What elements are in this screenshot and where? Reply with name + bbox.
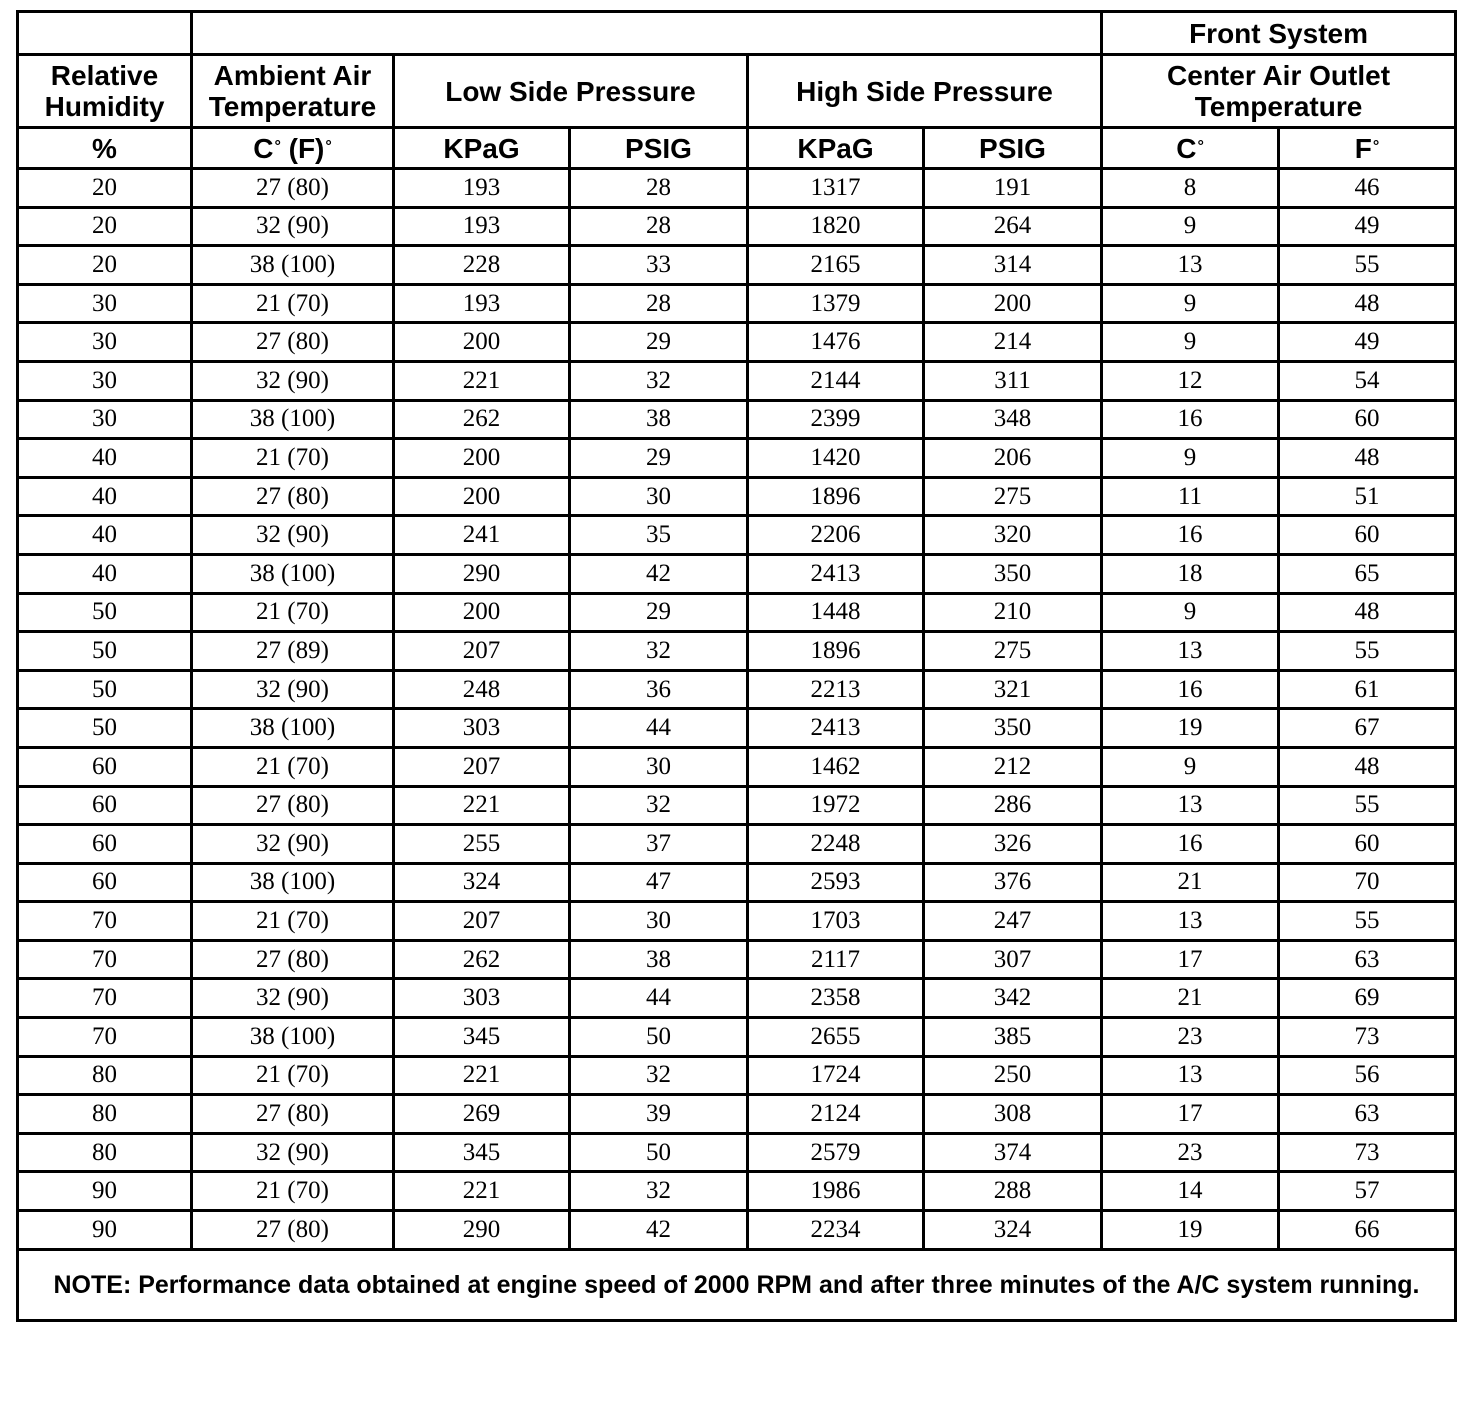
- low-side-kpag-cell: 207: [394, 902, 570, 941]
- performance-note: NOTE: Performance data obtained at engine speed of 2000 RPM and after three minutes of the A/C system running.: [18, 1249, 1456, 1320]
- outlet-temp-f-cell: 48: [1279, 747, 1456, 786]
- table-row: [18, 979, 1456, 1018]
- high-side-kpag-cell: 2399: [748, 400, 924, 439]
- header-row-top: [18, 12, 1456, 55]
- ambient-temp-cell: 38 (100): [192, 863, 394, 902]
- outlet-temp-f-cell: 63: [1279, 1095, 1456, 1134]
- high-side-psig-cell: 264: [924, 207, 1102, 246]
- table-row: [18, 439, 1456, 478]
- humidity-cell: 60: [18, 747, 192, 786]
- high-side-psig-cell: 286: [924, 786, 1102, 825]
- outlet-temp-f-cell: 48: [1279, 593, 1456, 632]
- outlet-temp-f-cell: 46: [1279, 169, 1456, 208]
- outlet-temp-c-cell: 16: [1102, 670, 1279, 709]
- low-side-kpag-cell: 228: [394, 246, 570, 285]
- high-side-kpag-cell: 2206: [748, 516, 924, 555]
- high-side-psig-cell: 206: [924, 439, 1102, 478]
- ambient-temp-cell: 27 (80): [192, 786, 394, 825]
- high-side-kpag-cell: 2117: [748, 940, 924, 979]
- low-side-psig-cell: 29: [570, 323, 748, 362]
- high-side-psig-cell: 191: [924, 169, 1102, 208]
- ambient-temp-cell: 32 (90): [192, 825, 394, 864]
- low-side-kpag-cell: 345: [394, 1018, 570, 1057]
- low-side-psig-cell: 28: [570, 284, 748, 323]
- outlet-temp-f-cell: 60: [1279, 516, 1456, 555]
- outlet-temp-c-cell: 9: [1102, 207, 1279, 246]
- high-side-kpag-cell: 2413: [748, 554, 924, 593]
- outlet-temp-f-cell: 49: [1279, 323, 1456, 362]
- table-row: [18, 323, 1456, 362]
- low-side-kpag-cell: 269: [394, 1095, 570, 1134]
- center-air-outlet-temperature-header: Center Air Outlet Temperature: [1102, 55, 1456, 128]
- low-side-psig-cell: 44: [570, 979, 748, 1018]
- outlet-temp-c-cell: 13: [1102, 632, 1279, 671]
- high-side-psig-cell: 275: [924, 477, 1102, 516]
- table-row: [18, 825, 1456, 864]
- ambient-temp-cell: 27 (80): [192, 1095, 394, 1134]
- outlet-temp-c-cell: 9: [1102, 593, 1279, 632]
- low-side-kpag-cell: 262: [394, 400, 570, 439]
- unit-humidity: %: [18, 128, 192, 169]
- high-side-kpag-cell: 1462: [748, 747, 924, 786]
- ambient-temp-cell: 32 (90): [192, 1133, 394, 1172]
- low-side-kpag-cell: 193: [394, 207, 570, 246]
- outlet-temp-f-cell: 63: [1279, 940, 1456, 979]
- outlet-temp-c-cell: 19: [1102, 1211, 1279, 1250]
- ambient-temp-cell: 32 (90): [192, 207, 394, 246]
- degree-symbol: °: [325, 137, 332, 155]
- low-side-kpag-cell: 290: [394, 1211, 570, 1250]
- humidity-cell: 80: [18, 1056, 192, 1095]
- humidity-cell: 30: [18, 323, 192, 362]
- table-row: [18, 940, 1456, 979]
- ambient-temp-cell: 32 (90): [192, 516, 394, 555]
- humidity-cell: 40: [18, 516, 192, 555]
- low-side-psig-cell: 28: [570, 207, 748, 246]
- low-side-psig-cell: 32: [570, 632, 748, 671]
- relative-humidity-header: Relative Humidity: [18, 55, 192, 128]
- ambient-temp-cell: 21 (70): [192, 747, 394, 786]
- degree-symbol: °: [1372, 137, 1380, 155]
- ambient-temp-cell: 21 (70): [192, 902, 394, 941]
- high-side-kpag-cell: 1972: [748, 786, 924, 825]
- low-side-psig-cell: 32: [570, 1172, 748, 1211]
- unit-low-psig: PSIG: [570, 128, 748, 169]
- low-side-psig-cell: 38: [570, 400, 748, 439]
- table-row: [18, 632, 1456, 671]
- outlet-temp-f-cell: 55: [1279, 902, 1456, 941]
- humidity-cell: 60: [18, 825, 192, 864]
- outlet-temp-f-cell: 55: [1279, 632, 1456, 671]
- ambient-temp-cell: 27 (89): [192, 632, 394, 671]
- table-row: [18, 786, 1456, 825]
- table-row: [18, 169, 1456, 208]
- ambient-temp-cell: 27 (80): [192, 1211, 394, 1250]
- front-system-header: Front System: [1102, 12, 1456, 55]
- table-row: [18, 361, 1456, 400]
- high-side-kpag-cell: 2213: [748, 670, 924, 709]
- high-side-psig-cell: 350: [924, 554, 1102, 593]
- outlet-temp-c-cell: 13: [1102, 902, 1279, 941]
- humidity-cell: 70: [18, 979, 192, 1018]
- outlet-temp-f-cell: 69: [1279, 979, 1456, 1018]
- ambient-air-temperature-header: Ambient Air Temperature: [192, 55, 394, 128]
- outlet-temp-c-cell: 18: [1102, 554, 1279, 593]
- outlet-temp-c-cell: 17: [1102, 1095, 1279, 1134]
- low-side-kpag-cell: 303: [394, 979, 570, 1018]
- low-side-psig-cell: 47: [570, 863, 748, 902]
- low-side-psig-cell: 39: [570, 1095, 748, 1134]
- humidity-cell: 50: [18, 709, 192, 748]
- performance-table-container: [16, 10, 1454, 1322]
- outlet-temp-f-cell: 48: [1279, 284, 1456, 323]
- low-side-psig-cell: 38: [570, 940, 748, 979]
- high-side-psig-cell: 275: [924, 632, 1102, 671]
- header-row-groups: [18, 55, 1456, 128]
- table-row: [18, 1172, 1456, 1211]
- low-side-psig-cell: 32: [570, 786, 748, 825]
- unit-outlet-c: [1102, 128, 1279, 169]
- high-side-psig-cell: 247: [924, 902, 1102, 941]
- ambient-temp-cell: 27 (80): [192, 940, 394, 979]
- humidity-cell: 40: [18, 554, 192, 593]
- high-side-kpag-cell: 1724: [748, 1056, 924, 1095]
- table-row: [18, 863, 1456, 902]
- high-side-kpag-cell: 1896: [748, 632, 924, 671]
- low-side-psig-cell: 50: [570, 1018, 748, 1057]
- ac-performance-table: [16, 10, 1457, 1322]
- outlet-temp-f-cell: 67: [1279, 709, 1456, 748]
- ambient-temp-cell: 21 (70): [192, 1056, 394, 1095]
- low-side-psig-cell: 37: [570, 825, 748, 864]
- high-side-psig-cell: 348: [924, 400, 1102, 439]
- high-side-kpag-cell: 1476: [748, 323, 924, 362]
- high-side-psig-cell: 314: [924, 246, 1102, 285]
- outlet-temp-c-cell: 9: [1102, 323, 1279, 362]
- table-row: [18, 284, 1456, 323]
- table-row: [18, 670, 1456, 709]
- high-side-psig-cell: 342: [924, 979, 1102, 1018]
- low-side-psig-cell: 42: [570, 1211, 748, 1250]
- outlet-temp-f-cell: 54: [1279, 361, 1456, 400]
- low-side-kpag-cell: 324: [394, 863, 570, 902]
- table-row: [18, 1133, 1456, 1172]
- degree-symbol: °: [274, 137, 281, 155]
- outlet-temp-c-cell: 13: [1102, 246, 1279, 285]
- low-side-kpag-cell: 193: [394, 169, 570, 208]
- low-side-kpag-cell: 262: [394, 940, 570, 979]
- table-row: [18, 516, 1456, 555]
- high-side-kpag-cell: 2124: [748, 1095, 924, 1134]
- outlet-temp-f-cell: 66: [1279, 1211, 1456, 1250]
- humidity-cell: 50: [18, 632, 192, 671]
- ambient-temp-cell: 21 (70): [192, 439, 394, 478]
- low-side-psig-cell: 32: [570, 361, 748, 400]
- low-side-psig-cell: 29: [570, 593, 748, 632]
- humidity-cell: 90: [18, 1172, 192, 1211]
- humidity-cell: 40: [18, 477, 192, 516]
- low-side-kpag-cell: 303: [394, 709, 570, 748]
- header-blank-middle: [192, 12, 1102, 55]
- high-side-kpag-cell: 1420: [748, 439, 924, 478]
- high-side-kpag-cell: 2358: [748, 979, 924, 1018]
- high-side-psig-cell: 200: [924, 284, 1102, 323]
- unit-ambient: [192, 128, 394, 169]
- outlet-temp-c-cell: 9: [1102, 284, 1279, 323]
- outlet-temp-f-cell: 49: [1279, 207, 1456, 246]
- unit-high-psig: PSIG: [924, 128, 1102, 169]
- outlet-temp-c-cell: 16: [1102, 825, 1279, 864]
- outlet-temp-f-cell: 73: [1279, 1133, 1456, 1172]
- humidity-cell: 30: [18, 361, 192, 400]
- humidity-cell: 70: [18, 940, 192, 979]
- outlet-temp-c-cell: 23: [1102, 1133, 1279, 1172]
- outlet-temp-c-cell: 11: [1102, 477, 1279, 516]
- outlet-temp-c-cell: 9: [1102, 747, 1279, 786]
- high-side-kpag-cell: 2579: [748, 1133, 924, 1172]
- low-side-psig-cell: 28: [570, 169, 748, 208]
- high-side-kpag-cell: 1703: [748, 902, 924, 941]
- outlet-temp-c-cell: 13: [1102, 1056, 1279, 1095]
- humidity-cell: 80: [18, 1095, 192, 1134]
- outlet-temp-c-cell: 16: [1102, 400, 1279, 439]
- low-side-psig-cell: 36: [570, 670, 748, 709]
- high-side-psig-cell: 321: [924, 670, 1102, 709]
- ambient-temp-cell: 27 (80): [192, 323, 394, 362]
- outlet-temp-c-cell: 23: [1102, 1018, 1279, 1057]
- high-side-kpag-cell: 2655: [748, 1018, 924, 1057]
- outlet-temp-f-cell: 48: [1279, 439, 1456, 478]
- ambient-temp-cell: 32 (90): [192, 361, 394, 400]
- outlet-temp-f-cell: 60: [1279, 825, 1456, 864]
- outlet-temp-f-cell: 61: [1279, 670, 1456, 709]
- humidity-cell: 30: [18, 284, 192, 323]
- low-side-kpag-cell: 221: [394, 1172, 570, 1211]
- outlet-temp-f-cell: 73: [1279, 1018, 1456, 1057]
- high-side-psig-cell: 250: [924, 1056, 1102, 1095]
- high-side-psig-cell: 214: [924, 323, 1102, 362]
- table-row: [18, 747, 1456, 786]
- high-side-psig-cell: 376: [924, 863, 1102, 902]
- ambient-temp-cell: 21 (70): [192, 593, 394, 632]
- high-side-kpag-cell: 1379: [748, 284, 924, 323]
- high-side-psig-cell: 212: [924, 747, 1102, 786]
- table-row: [18, 1018, 1456, 1057]
- high-side-psig-cell: 326: [924, 825, 1102, 864]
- high-side-psig-cell: 307: [924, 940, 1102, 979]
- high-side-kpag-cell: 1820: [748, 207, 924, 246]
- high-side-psig-cell: 385: [924, 1018, 1102, 1057]
- outlet-temp-f-cell: 55: [1279, 246, 1456, 285]
- high-side-psig-cell: 324: [924, 1211, 1102, 1250]
- humidity-cell: 20: [18, 246, 192, 285]
- humidity-cell: 20: [18, 169, 192, 208]
- low-side-kpag-cell: 221: [394, 1056, 570, 1095]
- high-side-kpag-cell: 1986: [748, 1172, 924, 1211]
- low-side-psig-cell: 32: [570, 1056, 748, 1095]
- humidity-cell: 70: [18, 1018, 192, 1057]
- low-side-psig-cell: 30: [570, 902, 748, 941]
- outlet-temp-c-cell: 21: [1102, 863, 1279, 902]
- high-side-kpag-cell: 1896: [748, 477, 924, 516]
- low-side-kpag-cell: 290: [394, 554, 570, 593]
- humidity-cell: 30: [18, 400, 192, 439]
- table-row: [18, 477, 1456, 516]
- table-row: [18, 902, 1456, 941]
- low-side-kpag-cell: 207: [394, 747, 570, 786]
- table-row: [18, 709, 1456, 748]
- ambient-temp-cell: 21 (70): [192, 284, 394, 323]
- table-row: [18, 246, 1456, 285]
- humidity-cell: 70: [18, 902, 192, 941]
- table-row: [18, 1056, 1456, 1095]
- unit-outlet-f: [1279, 128, 1456, 169]
- ambient-temp-cell: 38 (100): [192, 246, 394, 285]
- ambient-temp-cell: 38 (100): [192, 709, 394, 748]
- high-side-kpag-cell: 1317: [748, 169, 924, 208]
- ambient-temp-cell: 27 (80): [192, 169, 394, 208]
- table-row: [18, 554, 1456, 593]
- low-side-kpag-cell: 255: [394, 825, 570, 864]
- unit-outlet-f-label: F: [1354, 132, 1372, 164]
- humidity-cell: 60: [18, 863, 192, 902]
- ambient-temp-cell: 38 (100): [192, 554, 394, 593]
- low-side-kpag-cell: 241: [394, 516, 570, 555]
- table-row: [18, 1095, 1456, 1134]
- high-side-kpag-cell: 2248: [748, 825, 924, 864]
- low-side-kpag-cell: 248: [394, 670, 570, 709]
- outlet-temp-c-cell: 21: [1102, 979, 1279, 1018]
- high-side-kpag-cell: 2234: [748, 1211, 924, 1250]
- high-side-psig-cell: 210: [924, 593, 1102, 632]
- high-side-psig-cell: 311: [924, 361, 1102, 400]
- low-side-kpag-cell: 200: [394, 593, 570, 632]
- low-side-psig-cell: 50: [570, 1133, 748, 1172]
- outlet-temp-c-cell: 16: [1102, 516, 1279, 555]
- unit-ambient-f: (F): [288, 132, 325, 164]
- low-side-psig-cell: 42: [570, 554, 748, 593]
- high-side-psig-cell: 374: [924, 1133, 1102, 1172]
- unit-outlet-c-label: C: [1176, 132, 1197, 164]
- header-row-units: [18, 128, 1456, 169]
- low-side-psig-cell: 44: [570, 709, 748, 748]
- table-row: [18, 593, 1456, 632]
- low-side-psig-cell: 33: [570, 246, 748, 285]
- unit-low-kpag: KPaG: [394, 128, 570, 169]
- ambient-temp-cell: 38 (100): [192, 400, 394, 439]
- high-side-psig-cell: 320: [924, 516, 1102, 555]
- low-side-kpag-cell: 345: [394, 1133, 570, 1172]
- outlet-temp-f-cell: 51: [1279, 477, 1456, 516]
- low-side-kpag-cell: 207: [394, 632, 570, 671]
- outlet-temp-f-cell: 70: [1279, 863, 1456, 902]
- high-side-kpag-cell: 2413: [748, 709, 924, 748]
- high-side-psig-cell: 350: [924, 709, 1102, 748]
- outlet-temp-c-cell: 13: [1102, 786, 1279, 825]
- table-row: [18, 1211, 1456, 1250]
- table-body: [18, 169, 1456, 1250]
- outlet-temp-f-cell: 60: [1279, 400, 1456, 439]
- low-side-psig-cell: 29: [570, 439, 748, 478]
- ambient-temp-cell: 21 (70): [192, 1172, 394, 1211]
- outlet-temp-c-cell: 19: [1102, 709, 1279, 748]
- low-side-psig-cell: 30: [570, 747, 748, 786]
- outlet-temp-f-cell: 56: [1279, 1056, 1456, 1095]
- low-side-kpag-cell: 221: [394, 786, 570, 825]
- high-side-pressure-header: High Side Pressure: [748, 55, 1102, 128]
- outlet-temp-f-cell: 65: [1279, 554, 1456, 593]
- low-side-kpag-cell: 193: [394, 284, 570, 323]
- unit-high-kpag: KPaG: [748, 128, 924, 169]
- humidity-cell: 60: [18, 786, 192, 825]
- outlet-temp-c-cell: 8: [1102, 169, 1279, 208]
- unit-ambient-c: C: [253, 132, 274, 164]
- ambient-temp-cell: 32 (90): [192, 670, 394, 709]
- low-side-psig-cell: 30: [570, 477, 748, 516]
- outlet-temp-c-cell: 17: [1102, 940, 1279, 979]
- table-row: [18, 207, 1456, 246]
- humidity-cell: 50: [18, 593, 192, 632]
- humidity-cell: 90: [18, 1211, 192, 1250]
- low-side-kpag-cell: 221: [394, 361, 570, 400]
- ambient-temp-cell: 27 (80): [192, 477, 394, 516]
- high-side-psig-cell: 288: [924, 1172, 1102, 1211]
- high-side-kpag-cell: 2593: [748, 863, 924, 902]
- outlet-temp-f-cell: 57: [1279, 1172, 1456, 1211]
- humidity-cell: 40: [18, 439, 192, 478]
- note-row: [18, 1249, 1456, 1320]
- low-side-psig-cell: 35: [570, 516, 748, 555]
- low-side-kpag-cell: 200: [394, 477, 570, 516]
- ambient-temp-cell: 38 (100): [192, 1018, 394, 1057]
- header-blank-left: [18, 12, 192, 55]
- high-side-psig-cell: 308: [924, 1095, 1102, 1134]
- high-side-kpag-cell: 1448: [748, 593, 924, 632]
- table-row: [18, 400, 1456, 439]
- outlet-temp-c-cell: 12: [1102, 361, 1279, 400]
- degree-symbol: °: [1197, 137, 1204, 155]
- high-side-kpag-cell: 2165: [748, 246, 924, 285]
- low-side-kpag-cell: 200: [394, 439, 570, 478]
- humidity-cell: 50: [18, 670, 192, 709]
- outlet-temp-c-cell: 14: [1102, 1172, 1279, 1211]
- outlet-temp-f-cell: 55: [1279, 786, 1456, 825]
- outlet-temp-c-cell: 9: [1102, 439, 1279, 478]
- humidity-cell: 80: [18, 1133, 192, 1172]
- low-side-pressure-header: Low Side Pressure: [394, 55, 748, 128]
- low-side-kpag-cell: 200: [394, 323, 570, 362]
- humidity-cell: 20: [18, 207, 192, 246]
- high-side-kpag-cell: 2144: [748, 361, 924, 400]
- ambient-temp-cell: 32 (90): [192, 979, 394, 1018]
